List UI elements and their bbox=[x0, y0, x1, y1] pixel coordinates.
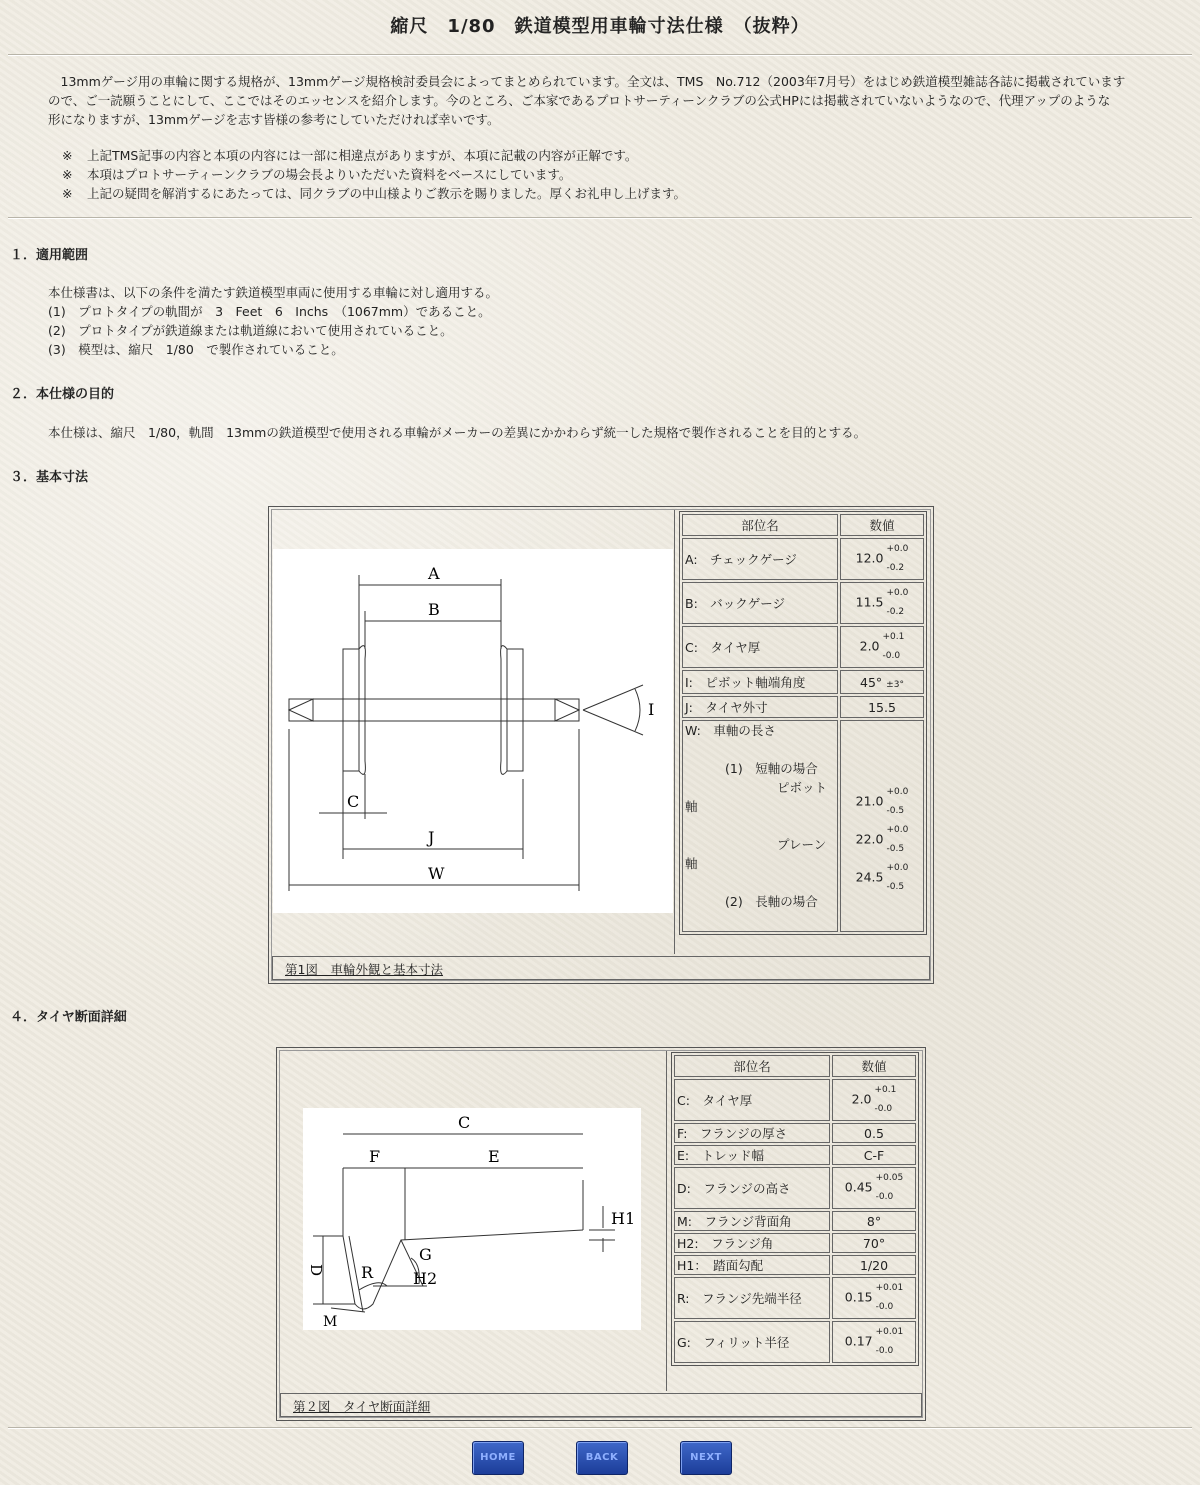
tolerance bbox=[876, 1279, 904, 1317]
section-heading-purpose: ２．本仕様の目的 bbox=[10, 387, 115, 402]
tolerance-minus: -0.0 bbox=[882, 651, 901, 661]
value-text: 0.45 bbox=[844, 1179, 873, 1195]
tolerance bbox=[886, 783, 908, 821]
divider bbox=[8, 217, 1192, 219]
value-cell: 15.5 bbox=[840, 696, 924, 718]
header-value: 数値 bbox=[832, 1055, 916, 1077]
dim-label-M: M bbox=[323, 1314, 338, 1330]
tolerance bbox=[876, 1323, 904, 1361]
tolerance bbox=[875, 1081, 897, 1119]
value-cell bbox=[832, 1277, 916, 1319]
axle-value-row bbox=[843, 859, 921, 897]
note-mark: ※ bbox=[62, 148, 73, 163]
intro-paragraph bbox=[48, 72, 1158, 129]
figure-2 bbox=[276, 1047, 926, 1421]
header-value: 数値 bbox=[840, 514, 924, 536]
note-mark: ※ bbox=[62, 186, 73, 201]
value-cell: 8° bbox=[832, 1211, 916, 1231]
pivot-label: ピボット bbox=[777, 780, 828, 795]
axle-value-row bbox=[843, 821, 921, 859]
part-cell: B: バックゲージ bbox=[682, 582, 838, 624]
tire-section-drawing bbox=[303, 1108, 641, 1330]
figure-1 bbox=[268, 506, 934, 984]
value-text: 45° bbox=[860, 674, 883, 690]
part-cell: E: トレッド幅 bbox=[674, 1145, 830, 1165]
tolerance-plus: ±3° bbox=[886, 679, 904, 690]
back-button[interactable]: BACK bbox=[576, 1441, 628, 1475]
value-text: 21.0 bbox=[855, 793, 884, 809]
value-text: 0.15 bbox=[844, 1289, 873, 1305]
intro-line: 13mmゲージ用の車輪に関する規格が、13mmゲージ規格検討委員会によってまとめられています。全文は、TMS No.712（2003年7月号）をはじめ鉄道模型雑誌各誌に掲載されていま bbox=[48, 74, 1113, 89]
tolerance-minus: -0.0 bbox=[874, 1104, 893, 1114]
tolerance-plus: +0.01 bbox=[875, 1327, 904, 1337]
tolerance-minus: -0.0 bbox=[875, 1302, 894, 1312]
axle-length-cell bbox=[682, 720, 838, 932]
dim-label-H2: H2 bbox=[413, 1269, 438, 1288]
tolerance-minus: -0.5 bbox=[886, 844, 905, 854]
home-button[interactable]: HOME bbox=[472, 1441, 524, 1475]
notes-list bbox=[62, 146, 686, 203]
value-text: 22.0 bbox=[855, 831, 884, 847]
value-cell: 0.5 bbox=[832, 1123, 916, 1143]
short-axle-label: (1) 短軸の場合 bbox=[725, 761, 818, 776]
tolerance-plus: +0.0 bbox=[886, 863, 909, 873]
value-cell bbox=[832, 1079, 916, 1121]
tire-detail-table bbox=[671, 1052, 919, 1366]
dim-label-G: G bbox=[419, 1245, 432, 1264]
value-cell: 70° bbox=[832, 1233, 916, 1253]
tolerance-minus: -0.2 bbox=[886, 563, 905, 573]
dim-label-J: J bbox=[428, 828, 435, 847]
value-cell: 1/20 bbox=[832, 1255, 916, 1275]
divider bbox=[8, 1427, 1192, 1429]
scope-line: 本仕様書は、以下の条件を満たす鉄道模型車両に使用する車輪に対し適用する。 bbox=[48, 285, 499, 300]
note-text: 上記の疑問を解消するにあたっては、同クラブの中山様よりご教示を賜りました。厚くお礼申し上げます。 bbox=[87, 186, 687, 201]
note-mark: ※ bbox=[62, 167, 73, 182]
section-heading-tire-section: ４．タイヤ断面詳細 bbox=[10, 1010, 127, 1025]
dim-label-W: W bbox=[428, 864, 445, 883]
dim-label-C: C bbox=[347, 792, 360, 811]
tolerance-plus: +0.1 bbox=[882, 632, 905, 642]
value-text: 2.0 bbox=[859, 638, 880, 654]
tolerance-minus: -0.0 bbox=[875, 1346, 894, 1356]
note-item bbox=[62, 165, 686, 184]
intro-line: ので、ご一読願うことにして、ここではそのエッセンスを紹介します。今のところ、ご本家であるプロトサーティーンクラブの公式HPには掲載されていないようなので、代理アップのような bbox=[48, 93, 1111, 108]
value-cell: C-F bbox=[832, 1145, 916, 1165]
plain-label: プレーン bbox=[777, 837, 827, 852]
tire-section-diagram bbox=[303, 1108, 641, 1330]
scope-line: (2) プロトタイプが鉄道線または軌道線において使用されていること。 bbox=[48, 323, 453, 338]
plain-axle-label: 軸 bbox=[685, 856, 698, 871]
value-cell bbox=[832, 1321, 916, 1363]
dim-label-C: C bbox=[458, 1113, 471, 1132]
value-cell bbox=[840, 538, 924, 580]
left-wheel bbox=[343, 649, 359, 771]
tolerance-plus: +0.05 bbox=[875, 1173, 904, 1183]
pivot-right bbox=[555, 699, 579, 721]
wheelset-drawing bbox=[273, 549, 673, 913]
tolerance-minus: -0.5 bbox=[886, 882, 905, 892]
value-text: 2.0 bbox=[851, 1091, 872, 1107]
dim-label-F: F bbox=[369, 1147, 381, 1166]
value-text: 12.0 bbox=[855, 550, 884, 566]
scope-paragraph bbox=[48, 283, 498, 359]
pivot-axle-label: 軸 bbox=[685, 799, 698, 814]
value-text: 11.5 bbox=[855, 594, 884, 610]
part-cell: C: タイヤ厚 bbox=[674, 1079, 830, 1121]
part-cell: A: チェックゲージ bbox=[682, 538, 838, 580]
part-cell: J: タイヤ外寸 bbox=[682, 696, 838, 718]
purpose-paragraph: 本仕様は、縮尺 1/80，軌間 13mmの鉄道模型で使用される車輪がメーカーの差異にかかわらず統一した規格で製作されることを目的とする。 bbox=[48, 425, 867, 440]
axle-shape bbox=[289, 699, 579, 721]
tolerance-minus: -0.2 bbox=[886, 607, 905, 617]
axle-length-values bbox=[840, 720, 924, 932]
tolerance-plus: +0.0 bbox=[886, 825, 909, 835]
pivot-left bbox=[289, 699, 313, 721]
long-axle-label: (2) 長軸の場合 bbox=[725, 894, 818, 909]
dim-label-D: D bbox=[307, 1264, 325, 1277]
value-cell bbox=[840, 670, 924, 694]
part-cell: H1： 踏面勾配 bbox=[674, 1255, 830, 1275]
header-part: 部位名 bbox=[674, 1055, 830, 1077]
part-cell: M: フランジ背面角 bbox=[674, 1211, 830, 1231]
tolerance bbox=[886, 821, 908, 859]
dim-label-B: B bbox=[428, 600, 440, 619]
divider bbox=[8, 54, 1192, 56]
tolerance-minus: -0.5 bbox=[886, 806, 905, 816]
tolerance-plus: +0.0 bbox=[886, 544, 909, 554]
section-heading-basic-dimensions: ３．基本寸法 bbox=[10, 470, 89, 485]
part-cell: G: フィリット半径 bbox=[674, 1321, 830, 1363]
part-cell: H2: フランジ角 bbox=[674, 1233, 830, 1253]
tolerance bbox=[876, 1169, 904, 1207]
right-wheel bbox=[507, 649, 523, 771]
dim-label-H1: H1 bbox=[611, 1209, 636, 1228]
value-cell bbox=[840, 582, 924, 624]
figure-2-caption: 第２図 タイヤ断面詳細 bbox=[293, 1399, 431, 1414]
section-heading-scope: １．適用範囲 bbox=[10, 248, 89, 263]
axle-value-row bbox=[843, 783, 921, 821]
intro-line: 形になりますが、13mmゲージを志す皆様の参考にしていただければ幸いです。 bbox=[48, 112, 500, 127]
wheelset-diagram bbox=[273, 549, 673, 913]
part-cell: C: タイヤ厚 bbox=[682, 626, 838, 668]
dim-label-I: I bbox=[648, 700, 655, 719]
value-text: 24.5 bbox=[855, 869, 884, 885]
part-cell: D: フランジの高さ bbox=[674, 1167, 830, 1209]
value-cell bbox=[832, 1167, 916, 1209]
intro-line: す bbox=[1112, 74, 1126, 89]
note-item bbox=[62, 184, 686, 203]
value-cell bbox=[840, 626, 924, 668]
tolerance-minus: -0.0 bbox=[875, 1192, 894, 1202]
note-text: 上記TMS記事の内容と本項の内容には一部に相違点がありますが、本項に記載の内容が正解です。 bbox=[87, 148, 638, 163]
dim-label-A: A bbox=[428, 564, 440, 583]
tolerance-plus: +0.0 bbox=[886, 787, 909, 797]
note-item bbox=[62, 146, 686, 165]
tolerance bbox=[883, 628, 905, 666]
tolerance-plus: +0.01 bbox=[875, 1283, 904, 1293]
tolerance-plus: +0.0 bbox=[886, 588, 909, 598]
page-title: 縮尺 1/80 鉄道模型用車輪寸法仕様 （抜粋） bbox=[390, 16, 810, 37]
note-text: 本項はプロトサーティーンクラブの場会長よりいただいた資料をベースにしています。 bbox=[87, 167, 572, 182]
header-part: 部位名 bbox=[682, 514, 838, 536]
tolerance-plus: +0.1 bbox=[874, 1085, 897, 1095]
tolerance bbox=[886, 859, 908, 897]
axle-length-title: W: 車軸の長さ bbox=[685, 723, 776, 738]
scope-line: (1) プロトタイプの軌間が 3 Feet 6 Inchs （1067mm）であること。 bbox=[48, 304, 491, 319]
part-cell: R: フランジ先端半径 bbox=[674, 1277, 830, 1319]
next-button[interactable]: NEXT bbox=[680, 1441, 732, 1475]
part-cell: I: ピボット軸端角度 bbox=[682, 670, 838, 694]
dim-label-R: R bbox=[361, 1263, 374, 1282]
tolerance bbox=[886, 540, 908, 578]
figure-1-caption: 第1図 車輪外観と基本寸法 bbox=[285, 962, 443, 977]
value-text: 0.17 bbox=[844, 1333, 873, 1349]
tire-profile bbox=[343, 1230, 583, 1309]
part-cell: F: フランジの厚さ bbox=[674, 1123, 830, 1143]
tolerance bbox=[886, 584, 908, 622]
scope-line: (3) 模型は、縮尺 1/80 で製作されていること。 bbox=[48, 342, 344, 357]
dim-label-E: E bbox=[488, 1147, 500, 1166]
basic-dimension-table bbox=[679, 511, 927, 935]
